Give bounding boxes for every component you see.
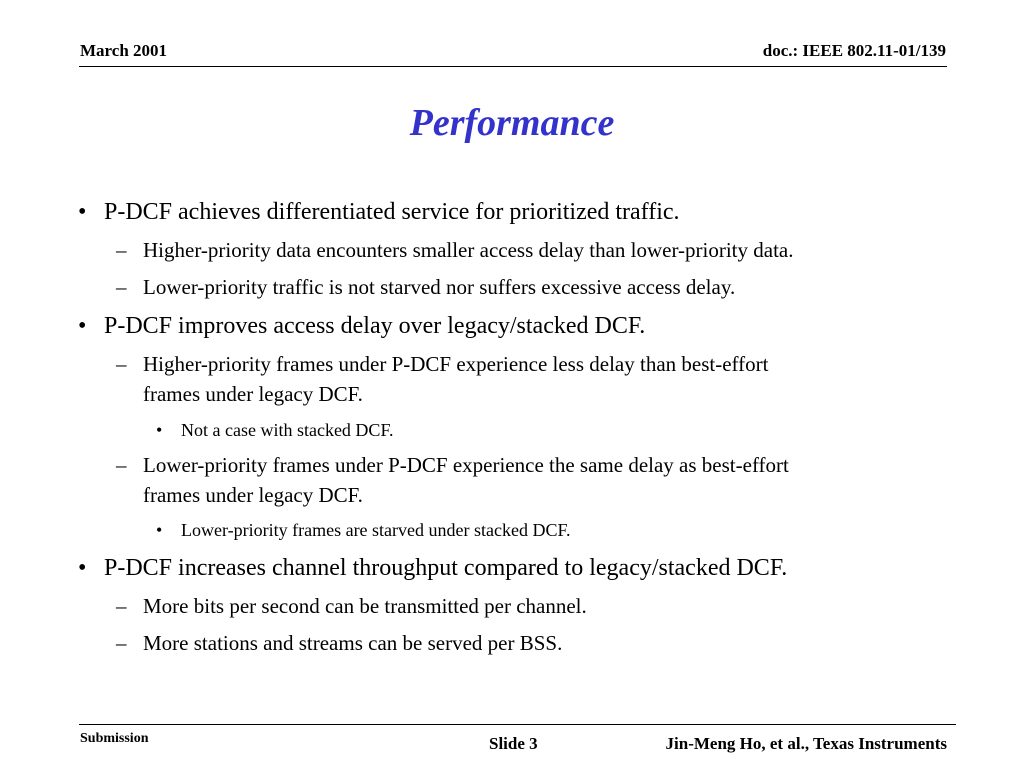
dash-marker: – bbox=[116, 238, 127, 262]
slide-title: Performance bbox=[409, 102, 615, 144]
bullet-item bbox=[78, 197, 680, 227]
header-doc-number: doc.: IEEE 802.11-01/139 bbox=[762, 41, 946, 60]
sub-bullet-text: Lower-priority frames under P-DCF experience the same delay as best-effort bbox=[143, 453, 789, 477]
sub-sub-bullet-text: Lower-priority frames are starved under stacked DCF. bbox=[181, 520, 571, 540]
dash-marker: – bbox=[116, 631, 127, 655]
dash-marker: – bbox=[116, 453, 127, 477]
footer-submission: Submission bbox=[80, 731, 149, 746]
sub-bullet-item bbox=[116, 349, 769, 409]
sub-bullet-item bbox=[116, 272, 735, 302]
bullet-item bbox=[78, 311, 645, 341]
header-date: March 2001 bbox=[80, 41, 168, 60]
footer-divider bbox=[79, 724, 956, 725]
bullet-text: P-DCF achieves differentiated service for prioritized traffic. bbox=[104, 199, 680, 225]
bullet-text: P-DCF improves access delay over legacy/stacked DCF. bbox=[104, 313, 646, 339]
sub-bullet-text: Lower-priority traffic is not starved nor suffers excessive access delay. bbox=[143, 275, 736, 299]
footer-author: Jin-Meng Ho, et al., Texas Instruments bbox=[665, 734, 947, 753]
bullet-text: P-DCF increases channel throughput compared to legacy/stacked DCF. bbox=[104, 555, 788, 581]
dash-marker: – bbox=[116, 594, 127, 618]
sub-bullet-text: More stations and streams can be served per BSS. bbox=[143, 631, 563, 655]
sub-bullet-item bbox=[116, 450, 789, 510]
dash-marker: – bbox=[116, 275, 127, 299]
bullet-marker: • bbox=[78, 199, 87, 225]
sub-sub-bullet-item bbox=[156, 418, 394, 442]
bullet-marker: • bbox=[78, 555, 87, 581]
footer-slide-number: Slide 3 bbox=[489, 734, 538, 753]
sub-sub-bullet-item bbox=[156, 518, 571, 542]
sub-bullet-item bbox=[116, 628, 562, 658]
sub-bullet-text: Higher-priority frames under P-DCF experience less delay than best-effort bbox=[143, 352, 769, 376]
sub-bullet-text: Higher-priority data encounters smaller access delay than lower-priority data. bbox=[143, 238, 794, 262]
sub-bullet-continuation: frames under legacy DCF. bbox=[143, 483, 363, 507]
bullet-marker: • bbox=[78, 313, 87, 339]
sub-bullet-item bbox=[116, 235, 794, 265]
sub-sub-bullet-text: Not a case with stacked DCF. bbox=[181, 420, 394, 440]
sub-bullet-continuation: frames under legacy DCF. bbox=[143, 382, 363, 406]
bullet-marker: • bbox=[156, 520, 163, 540]
bullet-marker: • bbox=[156, 420, 163, 440]
dash-marker: – bbox=[116, 352, 127, 376]
sub-bullet-text: More bits per second can be transmitted per channel. bbox=[143, 594, 587, 618]
bullet-item bbox=[78, 553, 787, 583]
sub-bullet-item bbox=[116, 591, 587, 621]
